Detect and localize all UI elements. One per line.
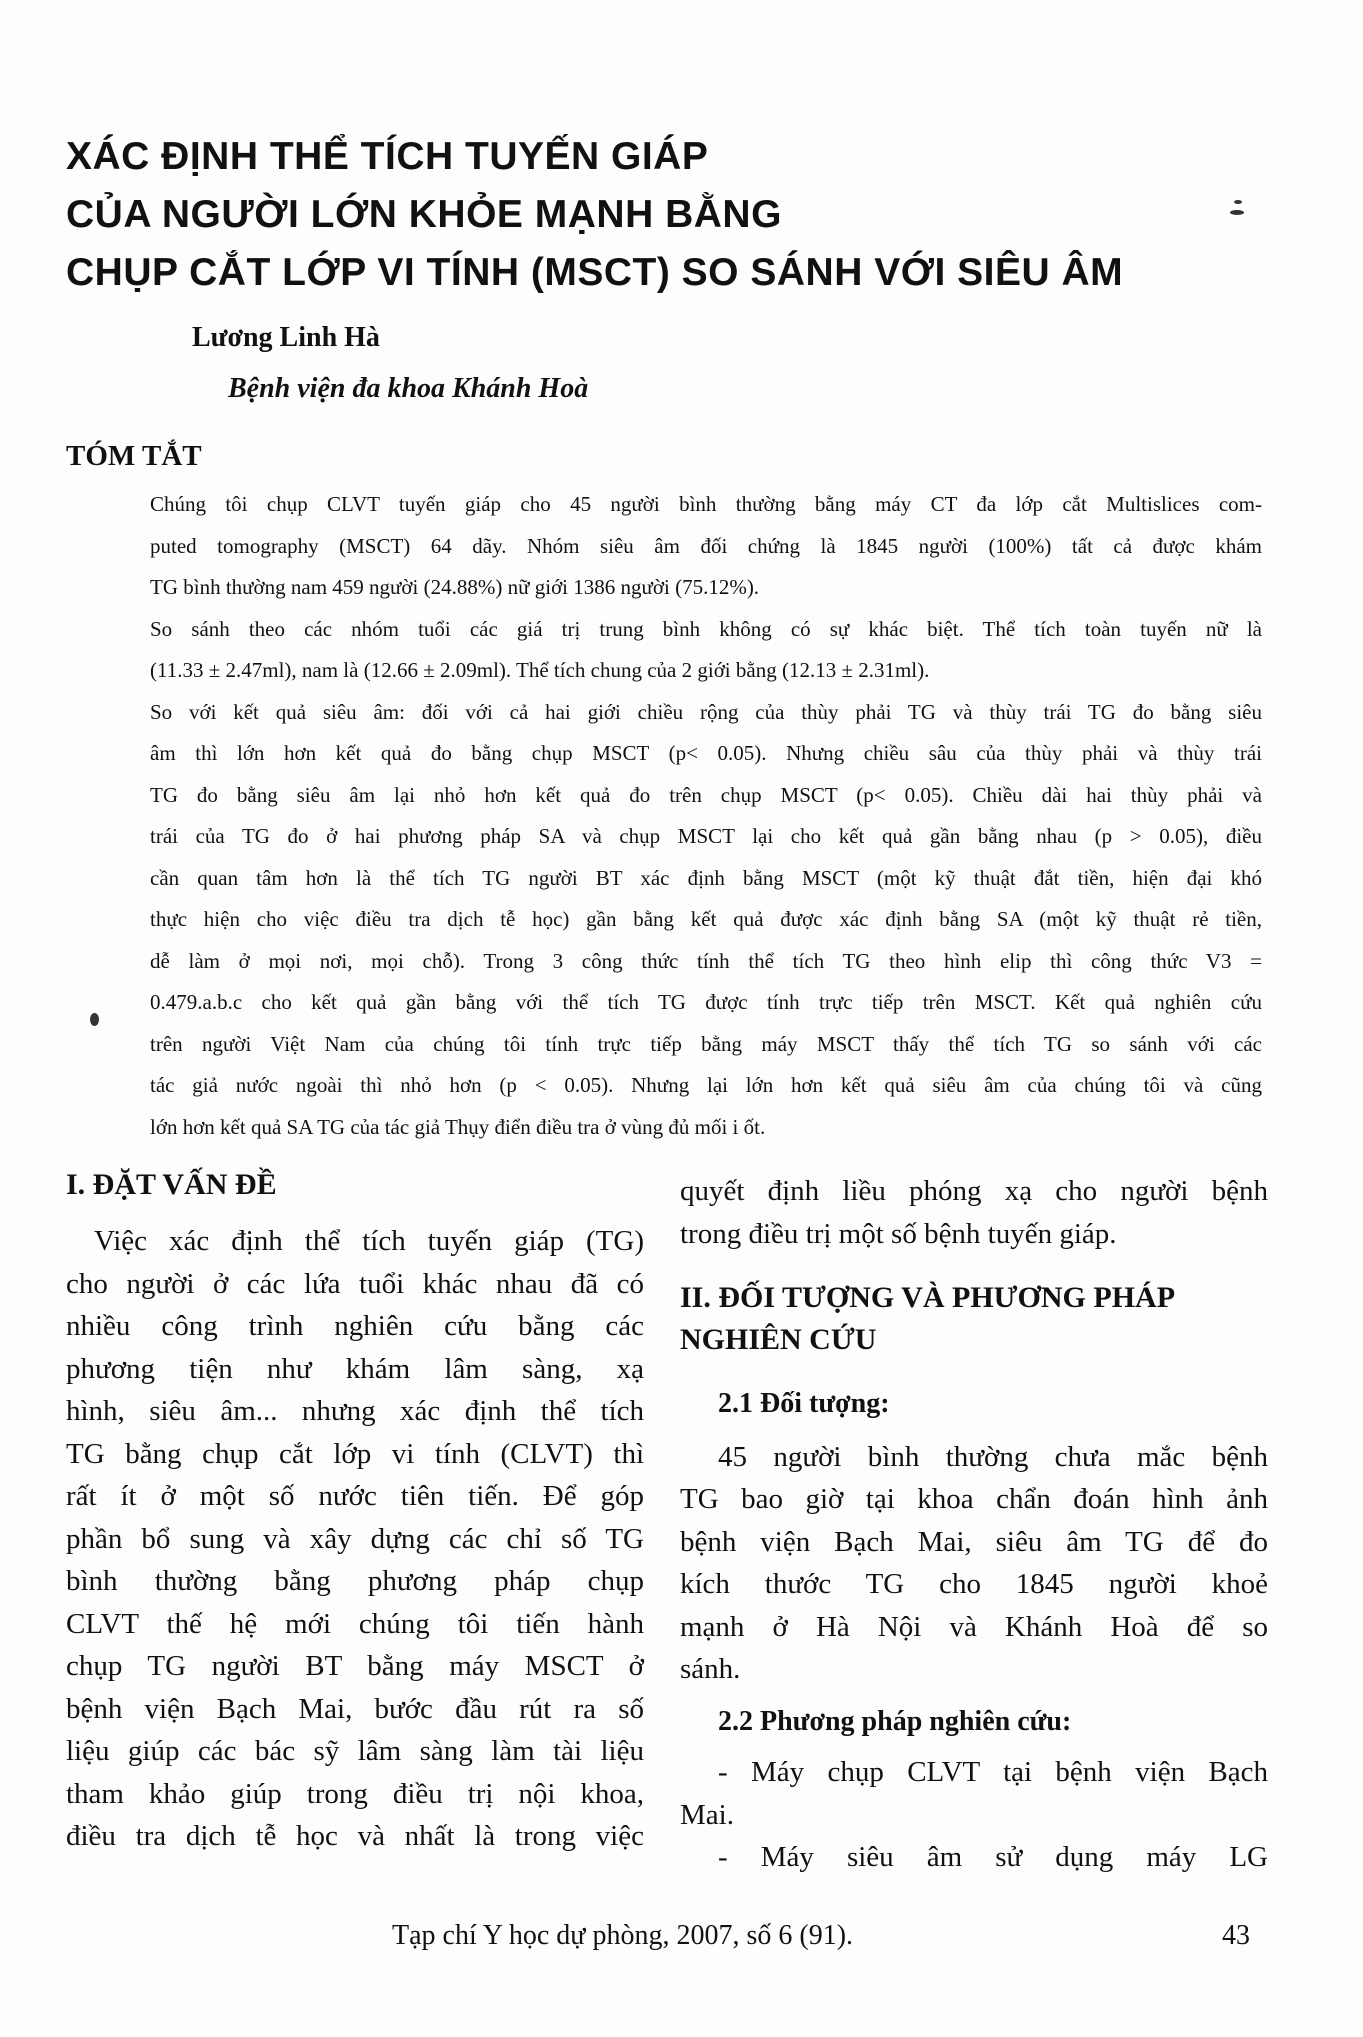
subsection-2-1-line: kích thước TG cho 1845 người khoẻ xyxy=(680,1568,1268,1600)
subsection-2-1-heading: 2.1 Đối tượng: xyxy=(718,1388,890,1419)
scan-speck xyxy=(1234,200,1242,204)
abstract-line: thực hiện cho việc điều tra dịch tễ học) gần bằng kết quả được xác định bằng SA (một kỹ thuật rẻ tiền, xyxy=(150,907,1262,931)
abstract-line: TG đo bằng siêu âm lại nhỏ hơn kết quả đo trên chụp MSCT (p< 0.05). Chiều dài hai thùy phải và xyxy=(150,782,1262,807)
subsection-2-2-line: - Máy chụp CLVT tại bệnh viện Bạch xyxy=(718,1756,1268,1788)
intro-continued-line: trong điều trị một số bệnh tuyến giáp. xyxy=(680,1217,1117,1250)
abstract-line: puted tomography (MSCT) 64 dãy. Nhóm siêu âm đối chứng là 1845 người (100%) tất cả được khám xyxy=(150,533,1262,558)
title-line-3: CHỤP CẮT LỚP VI TÍNH (MSCT) SO SÁNH VỚI SIÊU ÂM xyxy=(66,251,1124,294)
section-1-line: liệu giúp các bác sỹ lâm sàng làm tài liệu xyxy=(66,1735,644,1767)
section-1-line: phương tiện như khám lâm sàng, xạ xyxy=(66,1352,644,1385)
section-2-heading-line: II. ĐỐI TƯỢNG VÀ PHƯƠNG PHÁP xyxy=(680,1281,1176,1314)
journal-citation: Tạp chí Y học dự phòng, 2007, số 6 (91). xyxy=(392,1920,854,1951)
abstract-line: trên người Việt Nam của chúng tôi tính trực tiếp bằng máy MSCT thấy thể tích TG so sánh với các xyxy=(150,1031,1262,1056)
section-1-line: tham khảo giúp trong điều trị nội khoa, xyxy=(66,1777,644,1810)
section-2-heading-line: NGHIÊN CỨU xyxy=(680,1323,877,1356)
section-1-line: hình, siêu âm... nhưng xác định thể tích xyxy=(66,1395,644,1427)
author-affiliation: Bệnh viện đa khoa Khánh Hoà xyxy=(228,373,589,404)
scan-speck xyxy=(90,1013,99,1026)
scan-speck xyxy=(1230,210,1244,215)
abstract-line: trái của TG đo ở hai phương pháp SA và chụp MSCT lại cho kết quả gần bằng nhau (p > 0.05), điều xyxy=(150,824,1262,848)
abstract-line: 0.479.a.b.c cho kết quả gần bằng với thể tích TG được tính trực tiếp trên MSCT. Kết quả nghiên cứu xyxy=(150,990,1262,1014)
intro-continued-line: quyết định liều phóng xạ cho người bệnh xyxy=(680,1175,1268,1207)
subsection-2-1-line: bệnh viện Bạch Mai, siêu âm TG để đo xyxy=(680,1525,1268,1558)
subsection-2-2-heading: 2.2 Phương pháp nghiên cứu: xyxy=(718,1705,1072,1737)
section-1-line: phần bổ sung và xây dựng các chỉ số TG xyxy=(66,1522,644,1555)
section-1-line: Việc xác định thể tích tuyến giáp (TG) xyxy=(94,1225,644,1257)
page-number: 43 xyxy=(1222,1920,1250,1951)
abstract-line: Chúng tôi chụp CLVT tuyến giáp cho 45 người bình thường bằng máy CT đa lớp cắt Multislices com- xyxy=(150,492,1262,516)
abstract-heading: TÓM TẮT xyxy=(66,440,202,472)
subsection-2-1-line: 45 người bình thường chưa mắc bệnh xyxy=(718,1440,1268,1473)
abstract-line: So với kết quả siêu âm: đối với cả hai giới chiều rộng của thùy phải TG và thùy trái TG đo bằng siêu xyxy=(150,699,1262,724)
section-1-line: bình thường bằng phương pháp chụp xyxy=(66,1565,644,1597)
section-1-line: rất ít ở một số nước tiên tiến. Để góp xyxy=(66,1480,644,1512)
subsection-2-2-line: - Máy siêu âm sử dụng máy LG xyxy=(718,1841,1268,1873)
section-1-heading: I. ĐẶT VẤN ĐỀ xyxy=(66,1168,277,1201)
left-column xyxy=(66,1164,644,1858)
abstract-line: (11.33 ± 2.47ml), nam là (12.66 ± 2.09ml). Thể tích chung của 2 giới bằng (12.13 ± 2.31ml). xyxy=(150,658,930,682)
abstract-line: âm thì lớn hơn kết quả đo bằng chụp MSCT (p< 0.05). Nhưng chiều sâu của thùy phải và thùy trái xyxy=(150,741,1262,765)
section-1-line: CLVT thế hệ mới chúng tôi tiến hành xyxy=(66,1607,644,1640)
abstract-line: So sánh theo các nhóm tuổi các giá trị trung bình không có sự khác biệt. Thể tích toàn tuyến nữ là xyxy=(150,616,1262,641)
abstract-line: TG bình thường nam 459 người (24.88%) nữ giới 1386 người (75.12%). xyxy=(150,575,760,599)
abstract-line: lớn hơn kết quả SA TG của tác giả Thụy điển điều tra ở vùng đủ mối i ốt. xyxy=(150,1114,766,1139)
subsection-2-1-line: mạnh ở Hà Nội và Khánh Hoà để so xyxy=(680,1610,1268,1643)
article-title xyxy=(66,128,1166,302)
section-1-line: TG bằng chụp cắt lớp vi tính (CLVT) thì xyxy=(66,1437,644,1470)
subsection-2-2-line: Mai. xyxy=(680,1798,734,1831)
section-1-line: nhiều công trình nghiên cứu bằng các xyxy=(66,1310,644,1342)
title-line-1: XÁC ĐỊNH THỂ TÍCH TUYẾN GIÁP xyxy=(66,135,709,178)
abstract-body xyxy=(150,484,1262,1148)
subsection-2-1-line: TG bao giờ tại khoa chẩn đoán hình ảnh xyxy=(680,1483,1268,1515)
section-1-line: điều tra dịch tễ học và nhất là trong việc xyxy=(66,1820,644,1852)
author-name: Lương Linh Hà xyxy=(192,322,380,353)
section-1-line: chụp TG người BT bằng máy MSCT ở xyxy=(66,1650,644,1682)
title-line-2: CỦA NGƯỜI LỚN KHỎE MẠNH BẰNG xyxy=(66,193,782,236)
abstract-line: tác giả nước ngoài thì nhỏ hơn (p < 0.05). Nhưng lại lớn hơn kết quả siêu âm của chúng tôi và cũng xyxy=(150,1073,1262,1097)
subsection-2-1-line: sánh. xyxy=(680,1653,741,1685)
section-1-line: cho người ở các lứa tuổi khác nhau đã có xyxy=(66,1267,644,1300)
abstract-line: cần quan tâm hơn là thể tích TG người BT xác định bằng MSCT (một kỹ thuật đắt tiền, hiện đại khó xyxy=(150,865,1262,890)
right-column xyxy=(680,1170,1268,1879)
abstract-line: dễ làm ở mọi nơi, mọi chỗ). Trong 3 công thức tính thể tích TG theo hình elip thì công thức V3 = xyxy=(150,948,1262,973)
section-1-line: bệnh viện Bạch Mai, bước đầu rút ra số xyxy=(66,1692,644,1725)
